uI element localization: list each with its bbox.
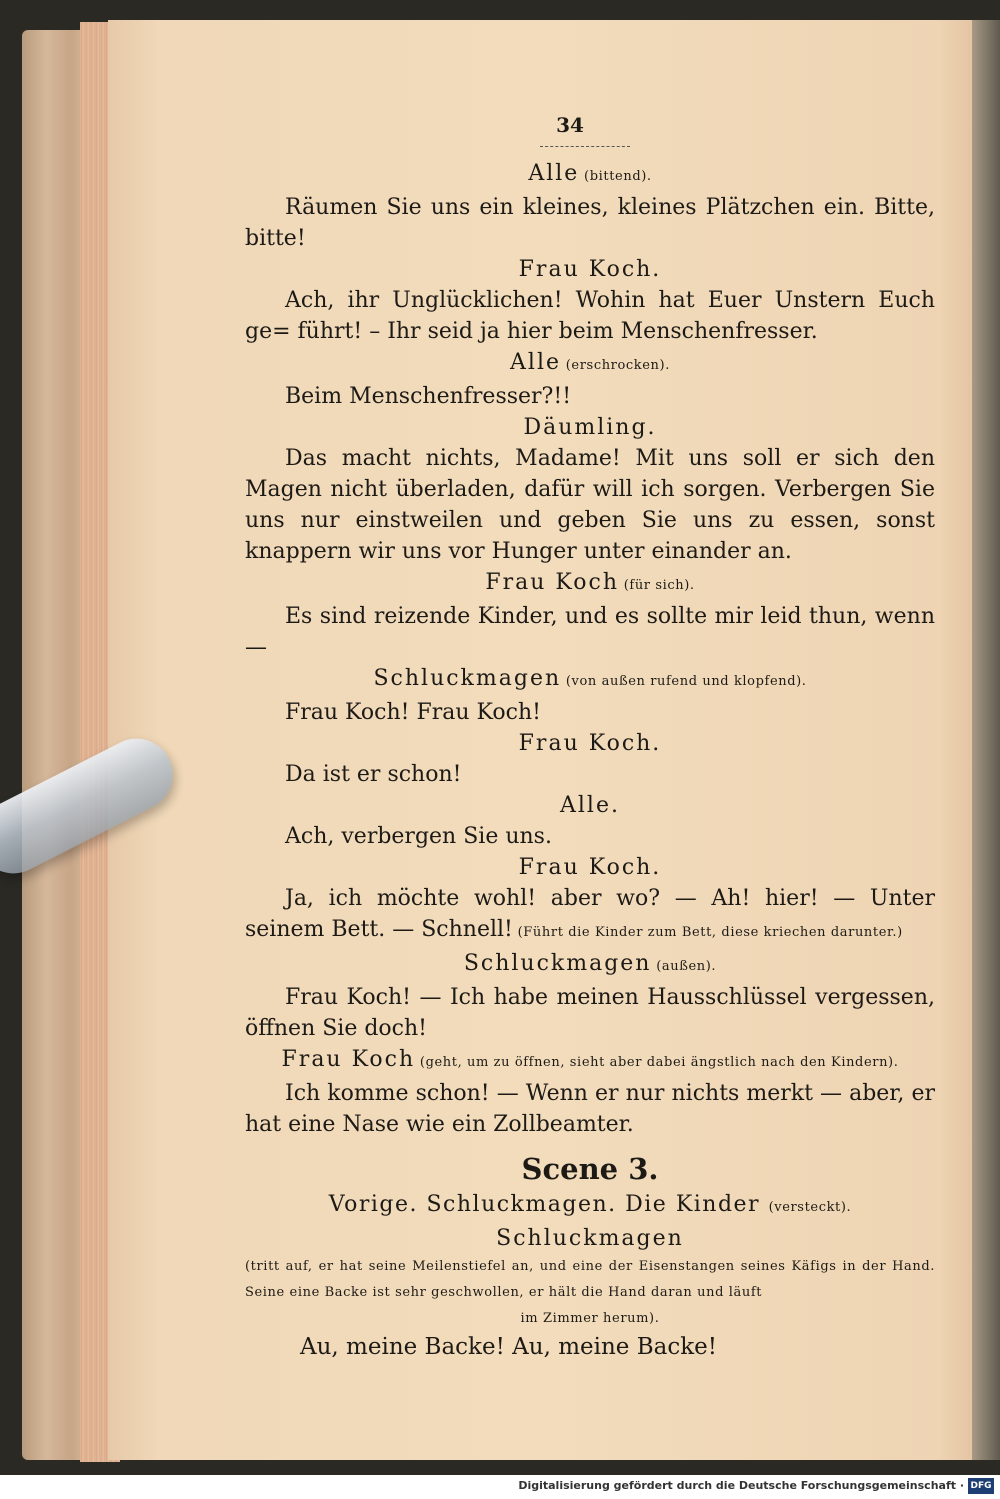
speaker-label: Schluckmagen: [373, 666, 562, 691]
speaker-name: [245, 412, 935, 443]
speaker-label: Frau Koch.: [518, 855, 662, 880]
stage-direction: (geht, um zu öffnen, sieht aber dabei ängstlich nach den Kindern).: [415, 1055, 899, 1070]
footer-bar: [0, 1475, 1000, 1499]
scene-setting: [245, 1189, 935, 1223]
footer-credit: Digitalisierung gefördert durch die Deutsche Forschungsgemeinschaft ·: [518, 1479, 964, 1492]
speaker-name: [245, 728, 935, 759]
speaker-label: Frau Koch.: [518, 731, 662, 756]
speech-text: Das macht nichts, Madame! Mit uns soll er sich den Magen nicht überladen, dafür will ich sorgen. Verbergen Sie uns nur einstweilen und geben Sie uns zu essen, sonst knappern wir uns vor Hunger unter einander an.: [245, 446, 935, 564]
stage-direction: (von außen rufend und klopfend).: [561, 674, 807, 689]
speaker-name: [245, 347, 935, 381]
speech-text: Beim Menschenfresser?!!: [285, 384, 572, 409]
speech-line: [245, 697, 935, 728]
speech-line: [245, 192, 935, 254]
dfg-logo: DFG: [968, 1478, 994, 1494]
scene-direction-text: (tritt auf, er hat seine Meilenstiefel an, und eine der Eisenstangen seines Käfigs in der Hand. Seine eine Backe ist sehr geschwollen, er hält die Hand daran und läuft: [245, 1259, 935, 1300]
speech-line: [245, 443, 935, 567]
speech-line: [245, 601, 935, 663]
scene-setting-text: Vorige. Schluckmagen. Die Kinder: [328, 1192, 761, 1217]
speaker-name: [245, 567, 935, 601]
scene-direction-end: im Zimmer herum).: [520, 1311, 660, 1326]
facing-page-edge: [972, 20, 1000, 1460]
speaker-label: Frau Koch: [281, 1047, 416, 1072]
speech-line: [245, 759, 935, 790]
speech-text: Räumen Sie uns ein kleines, kleines Plätzchen ein. Bitte, bitte!: [245, 195, 935, 251]
speaker-name: [245, 1044, 935, 1078]
speaker-name: [245, 790, 935, 821]
speech-text: Ach, verbergen Sie uns.: [285, 824, 552, 849]
scene-speaker: Schluckmagen: [496, 1226, 684, 1251]
speech-line: [245, 285, 935, 347]
speech-line: [245, 883, 935, 948]
speaker-label: Frau Koch.: [518, 257, 662, 282]
speaker-label: Däumling.: [523, 415, 657, 440]
speaker-name: [245, 663, 935, 697]
speech-text: Ich komme schon! — Wenn er nur nichts merkt — aber, er hat eine Nase wie ein Zollbeamter.: [245, 1081, 935, 1137]
dialogue-blocks: [245, 158, 935, 1140]
scene-speech: Au, meine Backe! Au, meine Backe!: [300, 1334, 717, 1360]
speaker-name: [245, 852, 935, 883]
speaker-name: [245, 158, 935, 192]
speech-line: [245, 381, 935, 412]
page-text: [245, 110, 935, 1363]
speaker-name: [245, 254, 935, 285]
speech-line: [245, 982, 935, 1044]
speaker-label: Alle.: [560, 793, 620, 818]
speech-text: Ach, ihr Unglücklichen! Wohin hat Euer Unstern Euch ge= führt! – Ihr seid ja hier beim Menschenfresser.: [245, 288, 935, 344]
page-number: 34: [556, 113, 584, 137]
scene-stage-direction: [245, 1254, 935, 1332]
stage-direction: (für sich).: [619, 578, 695, 593]
stage-direction: (Führt die Kinder zum Bett, diese kriechen darunter.): [512, 925, 903, 940]
speech-text: Es sind reizende Kinder, und es sollte mir leid thun, wenn —: [245, 604, 935, 660]
page-number-rule: [540, 146, 630, 148]
stage-direction: (erschrocken).: [561, 358, 670, 373]
scene-setting-direction: (versteckt).: [768, 1200, 852, 1215]
speaker-name: [245, 948, 935, 982]
speech-text: Da ist er schon!: [285, 762, 462, 787]
scene-title: Scene 3.: [521, 1152, 659, 1186]
speaker-label: Schluckmagen: [463, 951, 652, 976]
speaker-label: Alle: [528, 161, 580, 186]
speech-line: [245, 821, 935, 852]
speech-text: Frau Koch! Frau Koch!: [285, 700, 541, 725]
stage-direction: (bittend).: [579, 169, 652, 184]
speech-text: Ja, ich möchte wohl! aber wo? — Ah! hier! — Unter seinem Bett. — Schnell!: [245, 886, 935, 942]
speaker-label: Alle: [510, 350, 562, 375]
stage-direction: (außen).: [651, 959, 717, 974]
speech-line: [245, 1078, 935, 1140]
speech-text: Frau Koch! — Ich habe meinen Hausschlüssel vergessen, öffnen Sie doch!: [245, 985, 935, 1041]
speaker-label: Frau Koch: [485, 570, 619, 595]
